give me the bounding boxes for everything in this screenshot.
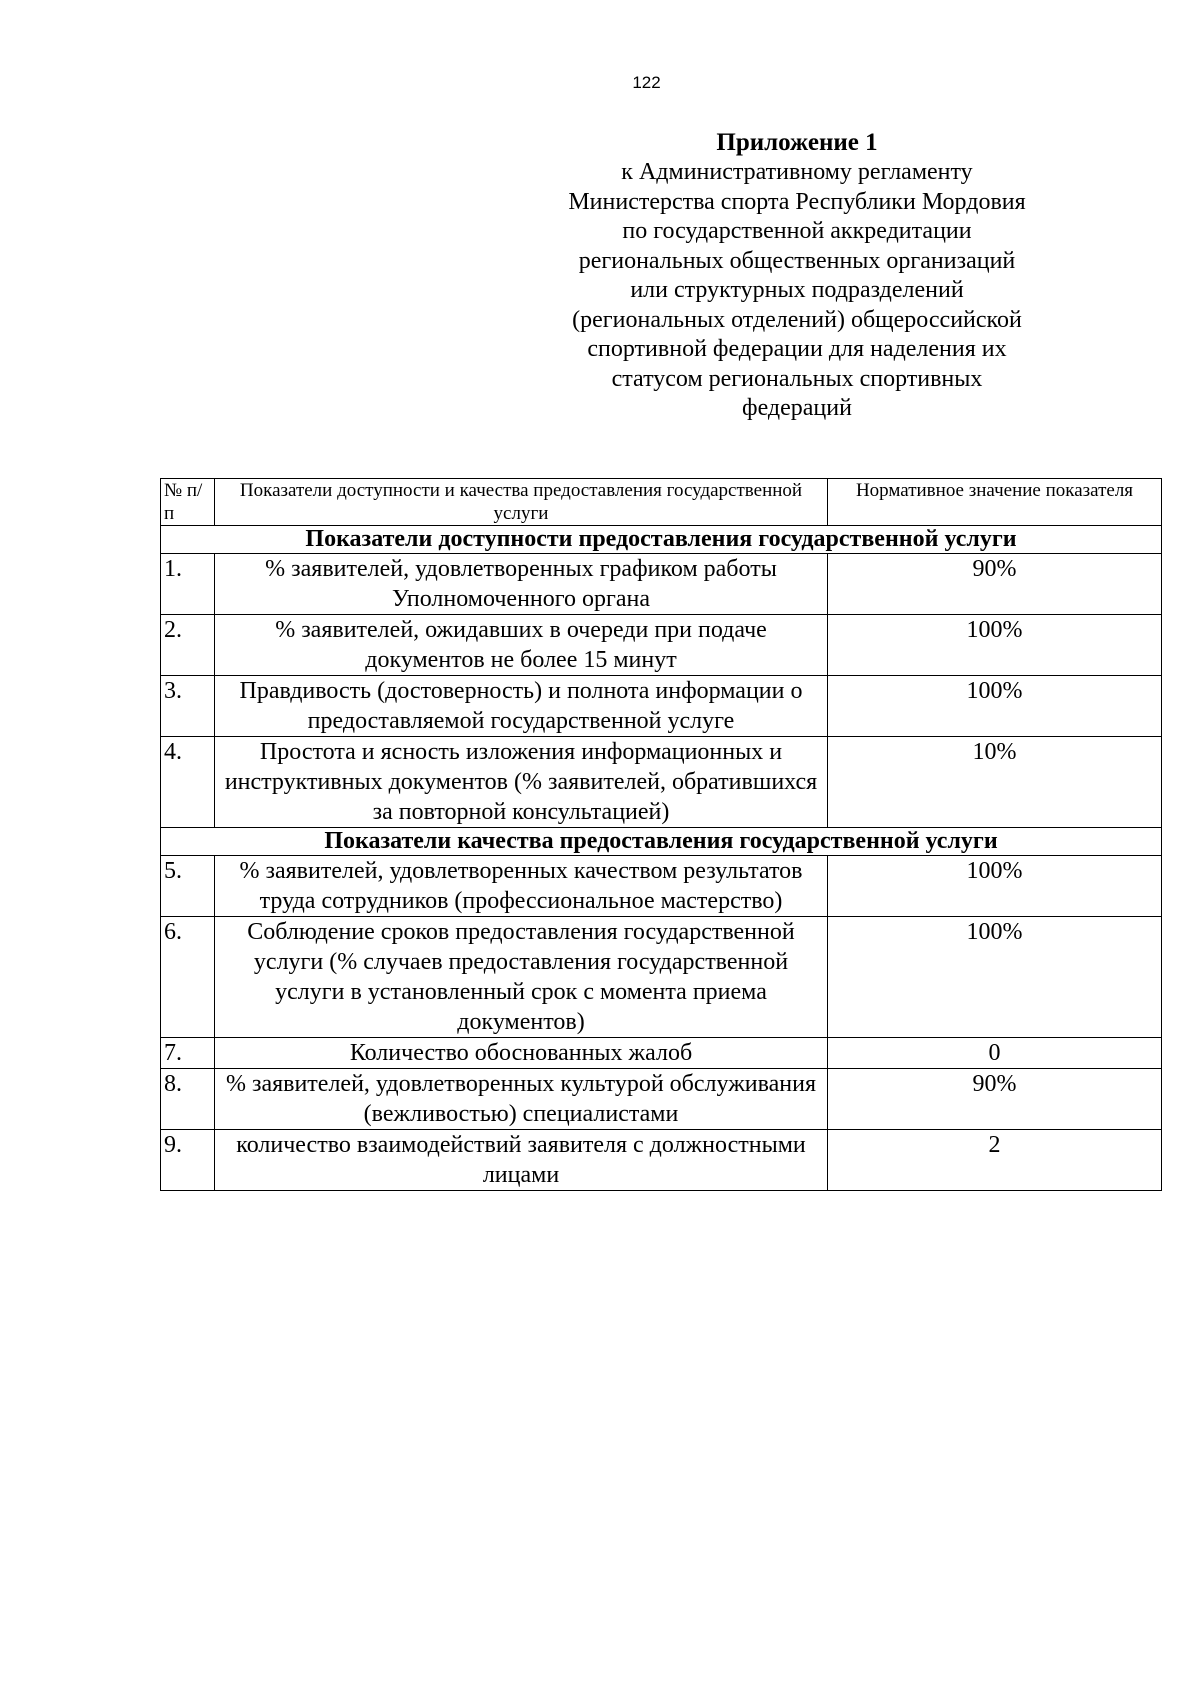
row-num: 9.: [161, 1130, 215, 1191]
row-name: Простота и ясность изложения информационных и инструктивных документов (% заявителей, обратившихся за повторной консультацией): [215, 737, 828, 828]
row-value: 2: [828, 1130, 1162, 1191]
appendix-line: к Административному регламенту: [621, 159, 973, 185]
row-value: 100%: [828, 856, 1162, 917]
appendix-line: Министерства спорта Республики Мордовия: [568, 188, 1026, 215]
table-row: [161, 1038, 1162, 1069]
table-row: [161, 856, 1162, 917]
table-row: [161, 917, 1162, 1038]
section-title-availability: Показатели доступности предоставления государственной услуги: [161, 526, 1162, 554]
table-row: [161, 1130, 1162, 1191]
appendix-line: по государственной аккредитации: [622, 218, 972, 244]
row-name: Соблюдение сроков предоставления государственной услуги (% случаев предоставления государственной услуги в установленный срок с момента приема документов): [215, 917, 828, 1038]
row-value: 0: [828, 1038, 1162, 1069]
row-name: % заявителей, удовлетворенных графиком работы Уполномоченного органа: [215, 554, 828, 615]
row-num: 5.: [161, 856, 215, 917]
appendix-line: (региональных отделений) общероссийской: [572, 306, 1022, 333]
table-row: [161, 1069, 1162, 1130]
section-title-quality: Показатели качества предоставления государственной услуги: [161, 828, 1162, 856]
appendix-line: статусом региональных спортивных: [611, 365, 983, 392]
indicators-table: [160, 478, 1162, 1191]
row-name: % заявителей, удовлетворенных культурой обслуживания (вежливостью) специалистами: [215, 1069, 828, 1130]
row-num: 7.: [161, 1038, 215, 1069]
row-value: 100%: [828, 917, 1162, 1038]
header-name: Показатели доступности и качества предоставления государственной услуги: [215, 479, 828, 526]
table-row: [161, 615, 1162, 676]
appendix-line: федераций: [742, 395, 852, 421]
row-value: 90%: [828, 554, 1162, 615]
appendix-heading: [552, 128, 1042, 424]
row-num: 6.: [161, 917, 215, 1038]
row-num: 2.: [161, 615, 215, 676]
row-name: Правдивость (достоверность) и полнота информации о предоставляемой государственной услуге: [215, 676, 828, 737]
row-value: 10%: [828, 737, 1162, 828]
table-row: [161, 554, 1162, 615]
appendix-line: региональных общественных организаций: [578, 247, 1016, 274]
section-row: [161, 526, 1162, 554]
row-name: % заявителей, удовлетворенных качеством результатов труда сотрудников (профессиональное мастерство): [215, 856, 828, 917]
row-value: 90%: [828, 1069, 1162, 1130]
row-value: 100%: [828, 615, 1162, 676]
row-num: 4.: [161, 737, 215, 828]
page-number: 122: [632, 73, 661, 92]
row-num: 8.: [161, 1069, 215, 1130]
header-value: Нормативное значение показателя: [828, 479, 1162, 526]
row-name: Количество обоснованных жалоб: [215, 1038, 828, 1069]
appendix-title: Приложение 1: [716, 129, 878, 156]
table-header-row: [161, 479, 1162, 526]
row-name: % заявителей, ожидавших в очереди при подаче документов не более 15 минут: [215, 615, 828, 676]
row-value: 100%: [828, 676, 1162, 737]
header-num: № п/п: [161, 479, 215, 526]
table-row: [161, 676, 1162, 737]
row-name: количество взаимодействий заявителя с должностными лицами: [215, 1130, 828, 1191]
table-row: [161, 737, 1162, 828]
appendix-line: или структурных подразделений: [630, 277, 964, 303]
section-row: [161, 828, 1162, 856]
appendix-line: спортивной федерации для наделения их: [587, 336, 1007, 362]
row-num: 3.: [161, 676, 215, 737]
row-num: 1.: [161, 554, 215, 615]
